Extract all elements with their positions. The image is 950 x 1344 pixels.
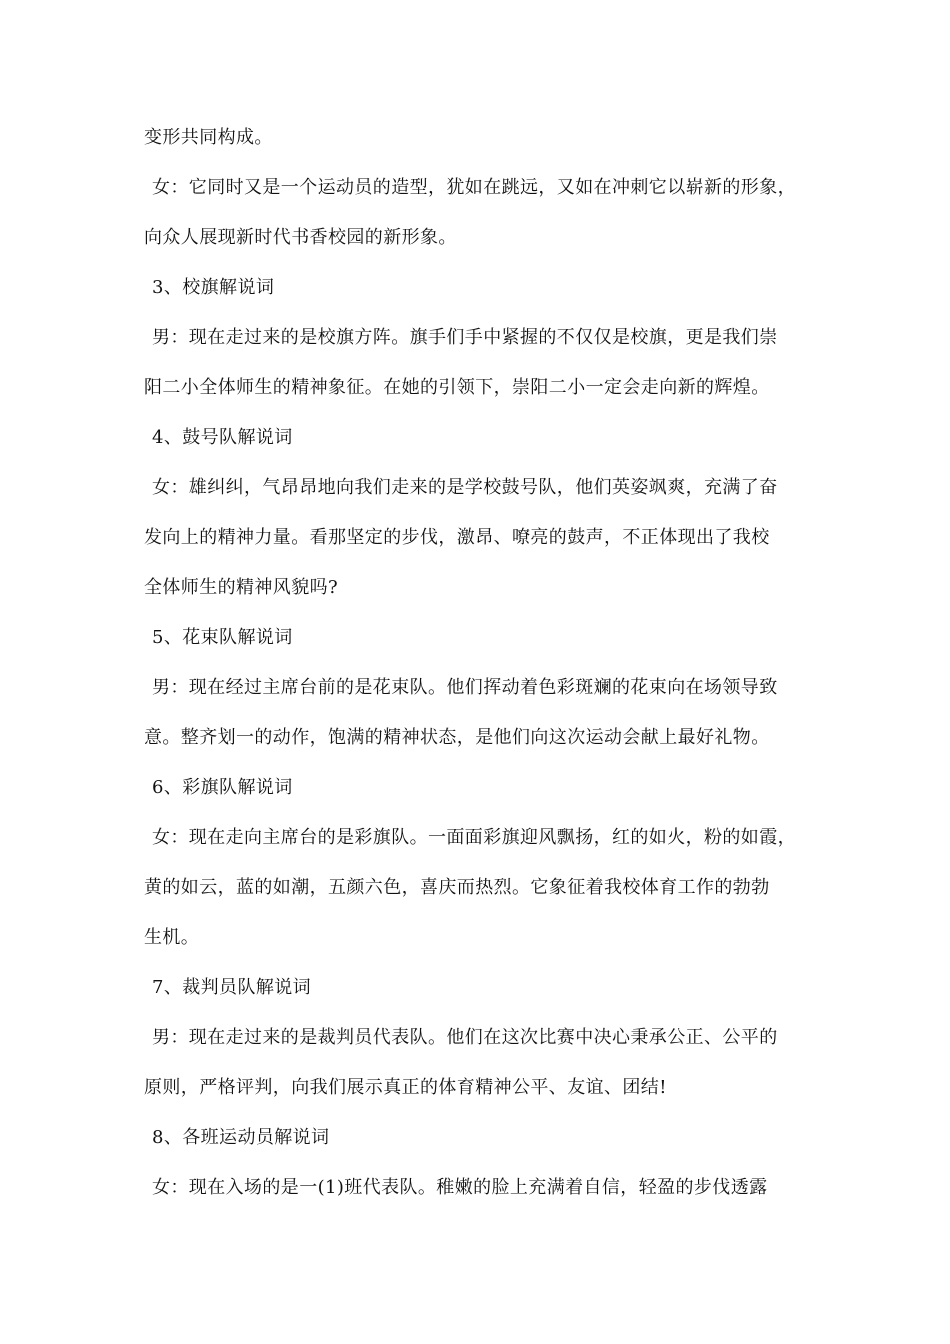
text-line: 生机。 xyxy=(144,927,200,948)
section-heading: 5、花束队解说词 xyxy=(152,627,293,648)
text-line: 意。整齐划一的动作，饱满的精神状态，是他们向这次运动会献上最好礼物。 xyxy=(144,727,770,748)
text-line: 向众人展现新时代书香校园的新形象。 xyxy=(144,227,457,248)
text-line: 男：现在经过主席台前的是花束队。他们挥动着色彩斑斓的花束向在场领导致 xyxy=(152,677,778,698)
section-heading: 6、彩旗队解说词 xyxy=(152,777,293,798)
text-line: 男：现在走过来的是校旗方阵。旗手们手中紧握的不仅仅是校旗，更是我们崇 xyxy=(152,327,778,348)
text-line: 男：现在走过来的是裁判员代表队。他们在这次比赛中决心秉承公正、公平的 xyxy=(152,1027,778,1048)
text-line: 全体师生的精神风貌吗? xyxy=(144,577,339,598)
text-line: 原则，严格评判，向我们展示真正的体育精神公平、友谊、团结! xyxy=(144,1077,667,1098)
section-heading: 8、各班运动员解说词 xyxy=(152,1127,330,1148)
section-heading: 7、裁判员队解说词 xyxy=(152,977,312,998)
text-line: 女：现在走向主席台的是彩旗队。一面面彩旗迎风飘扬，红的如火，粉的如霞， xyxy=(152,827,796,848)
section-heading: 4、鼓号队解说词 xyxy=(152,427,293,448)
document-body xyxy=(144,120,834,1220)
text-line: 女：它同时又是一个运动员的造型，犹如在跳远，又如在冲刺它以崭新的形象， xyxy=(152,177,796,198)
text-line: 女：现在入场的是一(1)班代表队。稚嫩的脸上充满着自信，轻盈的步伐透露 xyxy=(152,1177,768,1198)
text-line: 阳二小全体师生的精神象征。在她的引领下，崇阳二小一定会走向新的辉煌。 xyxy=(144,377,770,398)
text-line: 变形共同构成。 xyxy=(144,127,273,148)
text-line: 黄的如云，蓝的如潮，五颜六色，喜庆而热烈。它象征着我校体育工作的勃勃 xyxy=(144,877,770,898)
text-line: 女：雄纠纠，气昂昂地向我们走来的是学校鼓号队，他们英姿飒爽，充满了奋 xyxy=(152,477,778,498)
text-line: 发向上的精神力量。看那坚定的步伐，激昂、嘹亮的鼓声，不正体现出了我校 xyxy=(144,527,770,548)
section-heading: 3、校旗解说词 xyxy=(152,277,275,298)
